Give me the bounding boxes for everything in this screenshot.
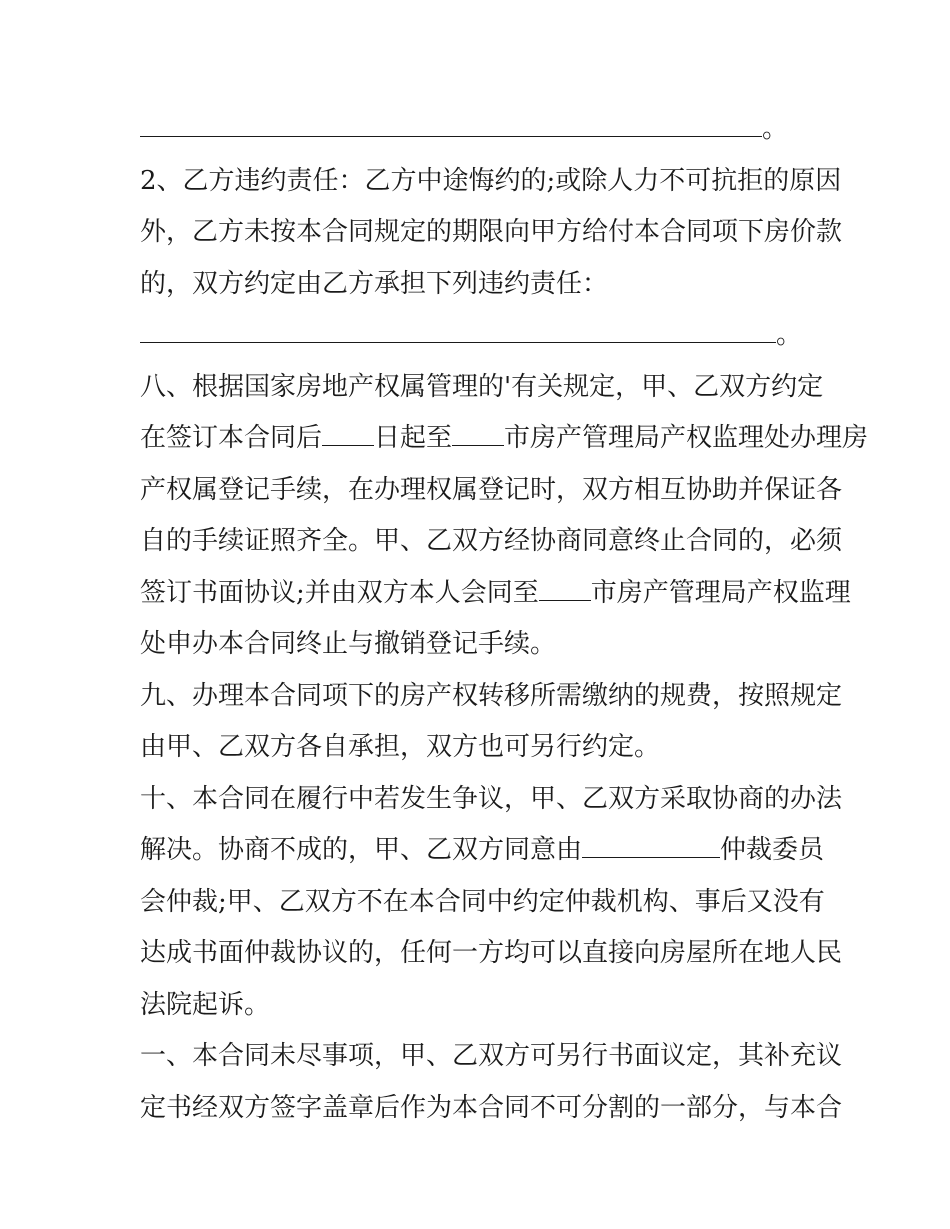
text-line: 法院起诉。 xyxy=(140,989,271,1020)
text-line: 一、本合同未尽事项，甲、乙双方可另行书面议定，其补充议 xyxy=(140,1041,843,1071)
fill-in-blank[interactable] xyxy=(582,832,720,858)
text-line-with-blanks xyxy=(140,825,825,877)
text-segment: 市房产管理局产权监理 xyxy=(590,577,851,608)
text-line: 产权属登记手续，在办理权属登记时，双方相互协助并保证各 xyxy=(140,474,843,505)
line-suffix: 。 xyxy=(776,320,803,350)
text-segment: 仲裁委员 xyxy=(720,835,825,865)
text-segment: 签订书面协议;并由双方本人会同至 xyxy=(140,577,539,608)
text-line: 的，双方约定由乙方承担下列违约责任： xyxy=(140,268,609,299)
text-segment: 在签订本合同后 xyxy=(140,423,323,453)
text-line: 自的手续证照齐全。甲、乙双方经协商同意终止合同的，必须 xyxy=(140,526,843,556)
text-segment: 日起至 xyxy=(374,423,453,453)
blank-fill-line xyxy=(140,310,820,362)
text-line: 处申办本合同终止与撤销登记手续。 xyxy=(140,629,557,659)
text-segment: 市房产管理局产权监理处办理房 xyxy=(504,423,869,453)
contract-text-body xyxy=(140,104,869,1134)
text-line: 十、本合同在履行中若发生争议，甲、乙双方采取协商的办法 xyxy=(140,783,843,814)
blank-fill-line xyxy=(140,104,820,156)
text-segment: 解决。协商不成的，甲、乙双方同意由 xyxy=(140,835,583,865)
fill-in-blank[interactable] xyxy=(140,317,776,343)
text-line: 九、办理本合同项下的房产权转移所需缴纳的规费，按照规定 xyxy=(140,680,843,711)
text-line: 2、乙方违约责任：乙方中途悔约的;或除人力不可抗拒的原因 xyxy=(140,165,842,196)
text-line-with-blanks xyxy=(140,568,851,620)
text-line-with-blanks xyxy=(140,413,869,465)
text-line: 八、根据国家房地产权属管理的'有关规定，甲、乙双方约定 xyxy=(140,371,824,402)
fill-in-blank[interactable] xyxy=(452,420,504,446)
fill-in-blank[interactable] xyxy=(322,420,374,446)
text-line: 达成书面仲裁协议的，任何一方均可以直接向房屋所在地人民 xyxy=(140,938,843,968)
text-line: 会仲裁;甲、乙双方不在本合同中约定仲裁机构、事后又没有 xyxy=(140,886,825,917)
text-line: 外，乙方未按本合同规定的期限向甲方给付本合同项下房价款 xyxy=(140,217,843,247)
line-suffix: 。 xyxy=(762,114,789,144)
fill-in-blank[interactable] xyxy=(140,111,762,137)
text-line: 定书经双方签字盖章后作为本合同不可分割的一部分，与本合 xyxy=(140,1092,843,1123)
text-line: 由甲、乙双方各自承担，双方也可另行约定。 xyxy=(140,732,661,762)
fill-in-blank[interactable] xyxy=(539,575,591,601)
